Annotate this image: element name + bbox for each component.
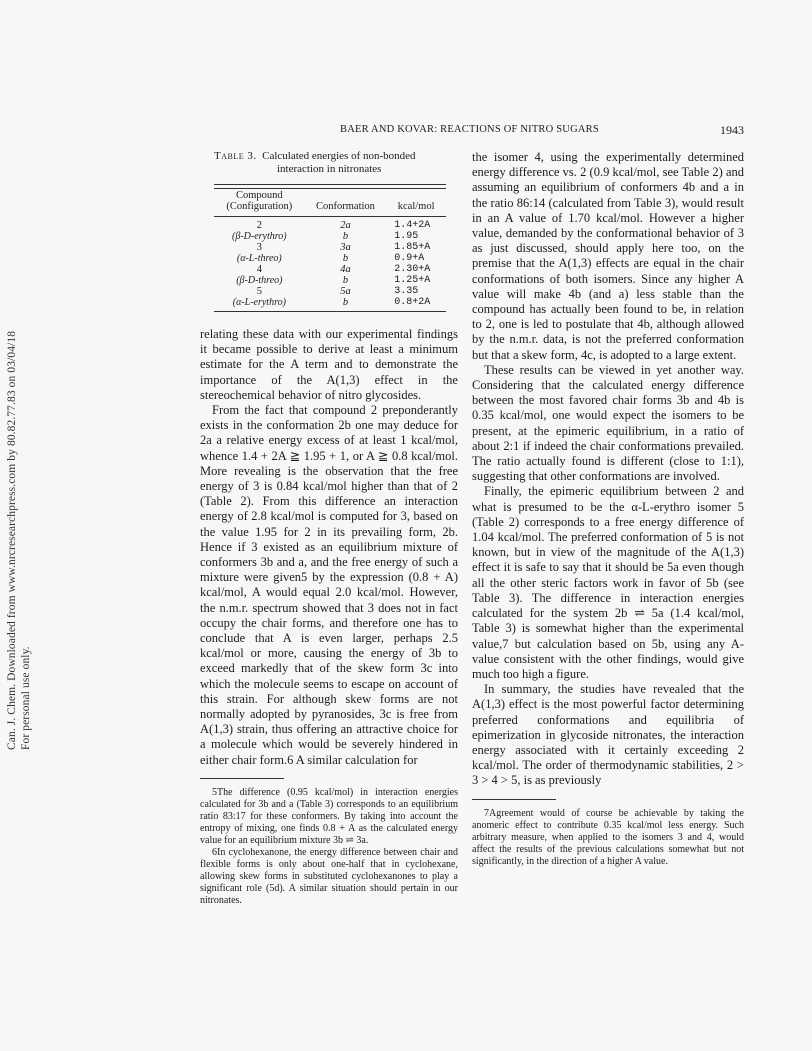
energy-b: 1.95 (394, 231, 419, 242)
table-row (214, 253, 446, 264)
energy-a: 1.4+2A (394, 220, 431, 231)
energy-b: 0.8+2A (386, 297, 446, 312)
table-row (214, 231, 446, 242)
conformation-a: 3a (340, 242, 351, 253)
table-row (214, 275, 446, 286)
table-row (214, 297, 446, 312)
energy-b: 0.9+A (394, 253, 425, 264)
compound-number: 4 (256, 264, 262, 275)
paragraph: In summary, the studies have revealed that the A(1,3) effect is the most powerful factor determining preferred conformations and equilibria of epimerization in glycoside nitronates, the interaction energy associated with it certainly exceeding 2 kcal/mol. The order of thermodynamic stabilities, 2 > 3 > 4 > 5, is as previously (472, 682, 744, 788)
conformation-a: 2a (340, 220, 351, 231)
col-header-compound: Compound (Configuration) (214, 189, 305, 217)
table-row (214, 242, 446, 253)
table-caption-line2: interaction in nitronates (277, 163, 382, 175)
footnote-7: 7Agreement would of course be achievable by taking the anomeric effect to contribute 0.35 kcal/mol less energy. Such arbitrary measure, when applied to the isomers 3 and 4, would affect the results of the previous calculations somewhat but not significantly, in the direction of a higher A value. (472, 807, 744, 867)
col-header-conformation: Conformation (305, 189, 387, 217)
download-watermark (4, 130, 42, 750)
table-caption (214, 150, 458, 176)
compound-configuration: (β-D-threo) (236, 275, 283, 286)
personal-use-notice: For personal use only. (20, 646, 32, 750)
compound-configuration: (β-D-erythro) (232, 231, 287, 242)
energy-a: 3.35 (394, 286, 419, 297)
compound-number: 5 (256, 286, 262, 297)
conformation-a: 5a (340, 286, 351, 297)
energy-b: 1.25+A (394, 275, 431, 286)
compound-number: 2 (256, 220, 262, 231)
conformation-b: b (305, 297, 387, 312)
table-label: Table 3. (214, 150, 257, 162)
footnote-6: 6In cyclohexanone, the energy difference between chair and flexible forms is only about one-half that in cyclohexane, allowing skew forms in substituted cyclohexanones to play a significant role (5d). A similar situation should pertain in our nitronates. (200, 846, 458, 906)
conformation-a: 4a (340, 264, 351, 275)
energy-table (214, 184, 446, 312)
left-column (200, 150, 458, 907)
table-row (214, 217, 446, 232)
left-body-text (200, 327, 458, 768)
paragraph: From the fact that compound 2 preponderantly exists in the conformation 2b one may deduce for 2a a relative energy excess of at least 1 kcal/mol, whence 1.4 + 2A ≧ 1.95 + 1, or A ≧ 0.8 kcal/mol. More revealing is the observation that the free energy of 3 is 0.84 kcal/mol higher than that of 2 (Table 2). From this difference an interaction energy of 2.8 kcal/mol is computed for 3, based on the value 1.95 for 2 in its prevailing form, 2b. Hence if 3 existed as an equilibrium mixture of conformers 3b and a, and the free energy of such a mixture were given5 by the expression (0.8 + A) kcal/mol, A would equal 2.0 kcal/mol. However, the n.m.r. spectrum showed that 3 does not in fact occupy the chair forms, and therefore one has to conclude that A is even larger, perhaps 2.5 kcal/mol or more, causing the energy of 3b to exceed markedly that of the skew form 3c into which the molecule seems to escape on account of this strain. For although skew forms are not normally adopted by pyranosides, 3c is free from A(1,3) strain, thus offering an attractive choice for a molecule which would be severely hindered in either chair form.6 A similar calculation for (200, 403, 458, 767)
paragraph: the isomer 4, using the experimentally determined energy difference vs. 2 (0.9 kcal/mol, see Table 2) and assuming an equilibrium of conformers 4b and a in the ratio 86:14 (calculated from Table 3), would result in an A value of 1.70 kcal/mol. However a higher value, demanded by the conformational behavior of 3 as just discussed, should apply here too, on the premise that the A(1,3) effects are equal in the chair conformations of both isomers. Since any higher A value will make 4b (and a) less stable than the compound has actually been found to be, in relation to 2, one is led to postulate that 4b, although allowed by the n.m.r. data, is not the preferred conformation but that a skew form, 4c, is adopted to a large extent. (472, 150, 744, 362)
compound-number: 3 (256, 242, 262, 253)
compound-configuration: (α-L-erythro) (214, 297, 305, 312)
table-row (214, 264, 446, 275)
paragraph: relating these data with our experimental findings it became possible to derive at least a minimum estimate for the A term and to demonstrate the importance of the A(1,3) effect in the stereochemical behavior of nitro glycosides. (200, 327, 458, 402)
running-title: BAER AND KOVAR: REACTIONS OF NITRO SUGARS (340, 124, 599, 135)
paragraph: These results can be viewed in yet another way. Considering that the calculated energy difference between the most favored chair forms 3b and 4b is 0.35 kcal/mol, one would expect the isomers to be present, at the epimeric equilibrium, in a ratio of about 2:1 if indeed the chair conformations prevailed. The ratio actually found is different (close to 1:1), suggesting that other conformations are involved. (472, 362, 744, 484)
conformation-b: b (342, 253, 349, 264)
energy-a: 1.85+A (394, 242, 431, 253)
download-notice: Can. J. Chem. Downloaded from www.nrcresearchpress.com by 80.82.77.83 on 03/04/18 (6, 330, 18, 750)
table-caption-line1: Calculated energies of non-bonded (262, 150, 416, 162)
paragraph: Finally, the epimeric equilibrium between 2 and what is presumed to be the α-L-erythro isomer 5 (Table 2) corresponds to a free energy difference of 1.04 kcal/mol. The preferred conformation of 5 is not known, but in view of the magnitude of the A(1,3) effect it is safe to say that it should be 5a even though all the other steric factors work in favor of 5b (see Table 3). The difference in interaction energies calculated for the system 2b ⇌ 5a (1.4 kcal/mol, Table 3) is somewhat higher than the experimental value,7 but calculation based on 5b, using any A- value consistent with the other findings, would give much too high a figure. (472, 484, 744, 681)
footnote-rule (200, 778, 284, 779)
energy-a: 2.30+A (394, 264, 431, 275)
compound-configuration: (α-L-threo) (236, 253, 282, 264)
table-row (214, 286, 446, 297)
footnote-rule (472, 799, 556, 800)
col-header-energy: kcal/mol (386, 189, 446, 217)
right-column (472, 150, 744, 868)
page-number: 1943 (720, 123, 744, 137)
footnote-5: 5The difference (0.95 kcal/mol) in interaction energies calculated for 3b and a (Table 3) corresponds to an equilibrium ratio 83:17 for these conformers. By taking into account the entropy of mixing, one finds 0.8 + A as the calculated energy value for an equilibrium mixture 3b ⇌ 3a. (200, 786, 458, 846)
conformation-b: b (342, 231, 349, 242)
right-footnotes (472, 799, 744, 868)
conformation-b: b (342, 275, 349, 286)
left-footnotes (200, 778, 458, 907)
